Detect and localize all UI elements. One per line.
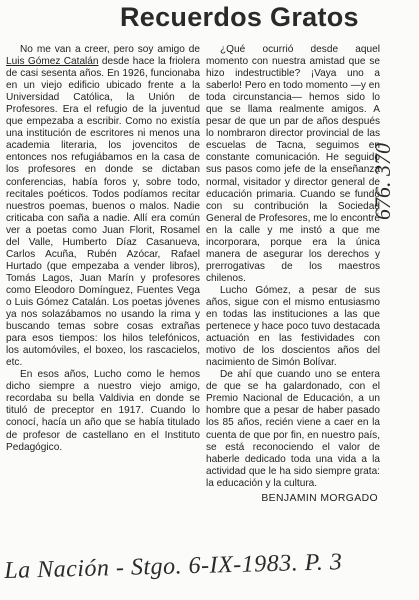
paragraph: ¿Qué ocurrió desde aquel momento con nuestra amistad que se hizo indestructible? ¡Vaya uno a saberlo! Pero en todo momento —y en toda circunstancia— hemos sido lo que se llama realmente amigos. A pesar de que un par de años después lo nombraron director provincial de las escuelas de Tacna, seguimos en constante comunicación. He seguido sus pasos como jefe de la enseñanza normal, visitador y director general de educación primaria. Cuando se fundó con su contribución la Sociedad General de Profesores, me lo encontré en la calle y me instó a que me incorporara, porque era la única manera de asegurar los derechos y prerrogativas de los maestros chilenos. (206, 44, 380, 284)
paragraph: En esos años, Lucho como le hemos dicho siempre a nuestro viejo amigo, recordaba su bella Valdivia en donde se tituló de preceptor en 1917. Cuando lo conocí, hacía un año que se había titulado de profesor de castellano en el Instituto Pedagógico. (6, 369, 200, 453)
paragraph-text: No me van a creer, pero soy amigo de (20, 44, 200, 55)
author-signature: BENJAMIN MORGADO (261, 492, 378, 504)
left-column (6, 44, 200, 454)
handwritten-catalog-number: 676. 370 (370, 143, 395, 220)
handwritten-source-note: La Nación - Stgo. 6-IX-1983. P. 3 (4, 549, 343, 584)
paragraph: De ahí que cuando uno se entera de que se ha galardonado, con el Premio Nacional de Educación, a un hombre que a pesar de haber pasado los 85 años, recién viene a caer en la cuenta de que por fin, en nuestro país, se está reconociendo el valor de haberle dedicado toda una vida a la actividad que le ha sido siempre grata: la educación y la cultura. (206, 369, 380, 489)
article-title: Recuerdos Gratos (120, 2, 359, 32)
paragraph-text: desde hace la friolera de casi sesenta años. En 1926, funcionaba en un viejo edificio ubicado frente a la Universidad Católica, la Unión de Profesores. Era el refugio de la juventud que empezaba a escribir. Como no existía una institución de escritores ni menos una academia literaria, los jovencitos de entonces nos refugiábamos en la casa de los profesores en donde se dictaban conferencias, había foros y, sobre todo, recitales poéticos. Todos podíamos recitar nuestros poemas, buenos o malos. Nadie criticaba con saña a nadie. Allí era común ver a poetas como Juan Florit, Rosamel del Valle, Humberto Díaz Casanueva, Carlos Acuña, Rubén Azócar, Rafael Hurtado (que empezaba a vender libros), Tomás Lagos, Juan Marín y profesores como Eleodoro Domínguez, Fuentes Vega o Luis Gómez Catalán. Los poetas jóvenes ya nos solazábamos no usando la rima y buscando temas sobre cosas extrañas para esos tiempos: los hilos telefónicos, los automóviles, el boxeo, los rascacielos, etc. (6, 56, 200, 369)
paragraph: Lucho Gómez, a pesar de sus años, sigue con el mismo entusiasmo en todas las instituciones a las que pertenece y hace poco tuvo destacada actuación en las festividades con motivo de los doscientos años del nacimiento de Simón Bolívar. (206, 284, 380, 369)
underlined-name: Luis Gómez Catalán (6, 56, 99, 68)
paragraph (6, 44, 200, 369)
right-column (206, 44, 380, 505)
